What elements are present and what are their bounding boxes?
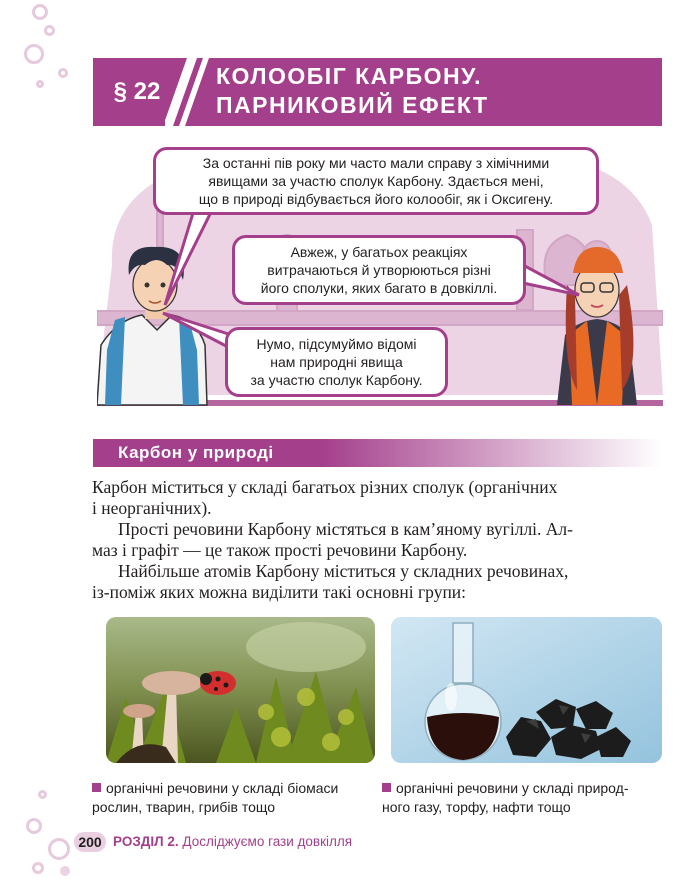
paragraph — [92, 477, 662, 519]
footer-section-title: Досліджуємо гази довкілля — [182, 834, 353, 849]
caption-line: органічні речовини у складі природ- — [396, 780, 629, 796]
caption-right — [382, 779, 629, 817]
text-line: Прості речовини Карбону містяться в кам’яному вугіллі. Ал- — [118, 519, 573, 539]
subsection-title: Карбон у природі — [118, 443, 274, 462]
decor-dot — [36, 80, 44, 88]
bubble-line: за участю сполук Карбону. — [250, 372, 423, 388]
bubble-line: Авжеж, у багатьох реакціях — [290, 244, 468, 260]
decor-dot — [60, 866, 70, 876]
text-line: Найбільше атомів Карбону міститься у складних речовинах, — [118, 561, 569, 581]
decor-dot — [38, 790, 47, 799]
caption-left — [92, 779, 338, 817]
section-number: § 22 — [113, 78, 161, 105]
bubble-line: Нумо, підсумуймо відомі — [256, 336, 417, 352]
caption-line: ного газу, торфу, нафти тощо — [382, 799, 571, 815]
footer-section-label: РОЗДІЛ 2. — [113, 834, 179, 849]
decor-dot — [44, 25, 55, 36]
decor-dot — [32, 862, 44, 874]
bullet-square-icon — [92, 783, 101, 792]
decor-dot — [24, 44, 44, 64]
bubble-line: витрачаються й утворюються різні — [267, 262, 491, 278]
caption-line: рослин, тварин, грибів тощо — [92, 799, 276, 815]
paragraph — [92, 519, 662, 561]
text-line: і неорганічних). — [92, 498, 212, 518]
paragraph — [92, 561, 662, 603]
bubble-line: За останні пів року ми часто мали справу з хімічними — [202, 155, 550, 171]
speech-bubble-boy-2 — [225, 327, 448, 397]
page-number: 200 — [74, 832, 106, 852]
section-title — [216, 62, 489, 120]
decor-dot — [48, 838, 70, 860]
decor-dot — [26, 818, 42, 834]
bubble-line: нам природні явища — [270, 354, 403, 370]
decor-dot — [32, 4, 48, 20]
speech-bubble-boy-1 — [153, 147, 599, 215]
bubble-line: що в природі відбувається його колообіг, як і Оксигену. — [198, 191, 554, 207]
photo-flask-oil-coal — [391, 617, 662, 763]
section-title-line: ПАРНИКОВИЙ ЕФЕКТ — [216, 92, 489, 118]
decor-dot — [58, 68, 68, 78]
photo-moss-mushrooms-ladybug — [106, 617, 375, 763]
text-line: із-поміж яких можна виділити такі основні групи: — [92, 582, 467, 602]
header-divider — [165, 58, 215, 126]
text-line: маз і графіт — це також прості речовини Карбону. — [92, 540, 468, 560]
text-line: Карбон міститься у складі багатьох різних сполук (органічних — [92, 477, 558, 497]
bubble-line: його сполуки, яких багато в довкіллі. — [260, 280, 498, 296]
running-footer — [113, 834, 352, 849]
speech-bubble-girl — [232, 235, 526, 305]
caption-line: органічні речовини у складі біомаси — [106, 780, 339, 796]
bubble-line: явищами за участю сполук Карбону. Здається мені, — [208, 173, 544, 189]
section-title-line: КОЛООБІГ КАРБОНУ. — [216, 63, 482, 89]
bullet-square-icon — [382, 783, 391, 792]
